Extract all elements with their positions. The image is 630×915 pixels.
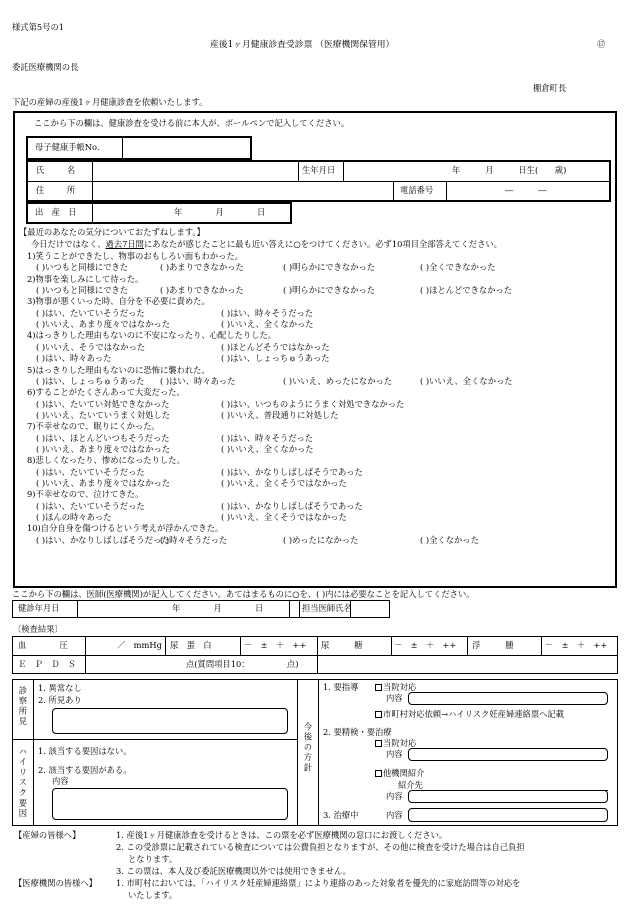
epds-q5-option[interactable]: ( )はい、時々あった [160, 375, 236, 386]
epds-q9-option[interactable]: ( )いいえ、全くそうではなかった [221, 512, 347, 523]
findings-content-field[interactable] [52, 708, 288, 734]
epds-question-8: 8)悲しくなったり、惨めになったりした。 [27, 455, 185, 466]
plan-2b-content-label: 内容 [386, 791, 403, 801]
plan-2b-content-field[interactable] [408, 790, 608, 803]
mother-notes-label: 【産婦の皆様へ】 [14, 830, 81, 840]
exam-date-field[interactable]: 年 月 日 [172, 603, 264, 614]
risk-option-1[interactable]: 1. 該当する要因はない。 [38, 746, 132, 756]
urine-sugar-scale[interactable]: － ± ＋ ++ [394, 639, 457, 650]
patient-instruction: ここから下の欄は、健康診査を受ける前に本人が、ボールペンで記入してください。 [34, 118, 350, 128]
epds-q7-option[interactable]: ( )いいえ、あまり度々ではなかった [36, 443, 171, 454]
epds-q1-option[interactable]: ( )いつもと同様にできた [36, 262, 129, 273]
bp-label: 血 圧 [18, 639, 68, 650]
epds-q6-option[interactable]: ( )いいえ、たいていうまく対処した [36, 409, 171, 420]
plan-1a-content-label: 内容 [386, 693, 403, 703]
plan-option-2[interactable]: 2. 要精検・要治療 [323, 727, 392, 737]
epds-q9-option[interactable]: ( )はい、かなりしばしばそうであった [221, 500, 363, 511]
risk-content-label: 内容 [52, 776, 69, 786]
epds-q2-option[interactable]: ( )明らかにできなかった [283, 285, 376, 296]
findings-option-2[interactable]: 2. 所見あり [38, 695, 82, 705]
epds-q9-option[interactable]: ( )ほんの時々あった [36, 512, 112, 523]
plan-3-content-label: 内容 [386, 810, 403, 820]
edema-label: 浮 腫 [472, 639, 514, 650]
plan-1a-content-field[interactable] [408, 692, 608, 705]
epds-q8-option[interactable]: ( )はい、たいていそうだった [36, 466, 145, 477]
plan-option-1[interactable]: 1. 要指導 [323, 682, 359, 692]
clinic-instruction: ここから下の欄は、医師(医療機関)が記入してください。あてはまるものに○を、( )内には必要なことを記入してください。 [12, 589, 475, 599]
results-label: 〔検査結果〕 [13, 624, 63, 634]
plan-option-3[interactable]: 3. 治療中 [323, 810, 359, 820]
epds-question-6: 6)することがたくさんあって大変だった。 [27, 387, 185, 398]
epds-score-label: Ｅ Ｐ Ｄ Ｓ [18, 658, 77, 669]
epds-q10-option[interactable]: ( )時々そうだった [160, 534, 228, 545]
plan-2a-content-label: 内容 [386, 749, 403, 759]
findings-option-1[interactable]: 1. 異常なし [38, 683, 82, 693]
epds-q6-option[interactable]: ( )はい、いつものようにうまく対処できなかった [221, 398, 405, 409]
form-serial-number: ⑰ [597, 39, 606, 49]
plan-3-content-field[interactable] [408, 808, 608, 822]
mother-note-3: 3. この票は、本人及び委託医療機関以外では使用できません。 [116, 866, 352, 876]
epds-q10-option[interactable]: ( )全くなかった [420, 534, 479, 545]
request-text: 下記の産婦の産後1ヶ月健康診査を依頼いたします。 [12, 97, 208, 107]
address-field[interactable] [94, 183, 390, 199]
epds-q3-option[interactable]: ( )はい、時々そうだった [221, 307, 314, 318]
epds-q4-option[interactable]: ( )はい、しょっちゅうあった [221, 353, 330, 364]
epds-q3-option[interactable]: ( )いいえ、全くなかった [221, 319, 314, 330]
epds-heading: 【最近のあなたの気分についておたずねします。】 [19, 227, 205, 237]
epds-q4-option[interactable]: ( )はい、時々あった [36, 353, 112, 364]
epds-q1-option[interactable]: ( )あまりできなかった [160, 262, 244, 273]
epds-q8-option[interactable]: ( )いいえ、全くそうではなかった [221, 478, 347, 488]
epds-q6-option[interactable]: ( )いいえ、普段通りに対処した [221, 409, 339, 420]
urine-sugar-label: 尿 糖 [321, 639, 363, 650]
epds-intro: 今日だけではなく、過去7日間にあなたが感じたことに最も近い答えに○をつけてください。必ず10項目全部答えてください。 [31, 239, 502, 249]
epds-q5-option[interactable]: ( )いいえ、全くなかった [420, 375, 513, 386]
epds-question-10: 10)自分自身を傷つけるという考えが浮かんできた。 [27, 523, 224, 534]
checkbox-icon[interactable] [375, 684, 382, 691]
epds-q1-option[interactable]: ( )全くできなかった [420, 262, 496, 273]
addressee: 委託医療機関の長 [12, 62, 79, 72]
plan-2a-content-field[interactable] [408, 748, 608, 761]
birth-date-label: 出 産 日 [35, 207, 77, 218]
epds-question-5: 5)はっきりした理由もないのに恐怖に襲われた。 [27, 364, 210, 375]
epds-q7-option[interactable]: ( )はい、時々そうだった [221, 432, 314, 443]
epds-question-7: 7)不幸せなので、眠りにくかった。 [27, 421, 160, 432]
epds-q8-option[interactable]: ( )いいえ、あまり度々ではなかった [36, 478, 171, 488]
doctor-name-label: 担当医師氏名 [302, 603, 352, 614]
page-title: 産後1ヶ月健康診査受診票 （医療機関保管用） [210, 40, 395, 50]
checkbox-icon[interactable] [375, 711, 382, 718]
epds-q10-option[interactable]: ( )はい、かなりしばしばそうだった [36, 534, 170, 545]
epds-q4-option[interactable]: ( )ほとんどそうではなかった [221, 341, 330, 352]
epds-q9-option[interactable]: ( )はい、たいていそうだった [36, 500, 145, 511]
epds-question-4: 4)はっきりした理由もないのに不安になったり、心配したりした。 [27, 330, 277, 341]
mother-note-2-cont: となります。 [128, 854, 178, 864]
plan-1a[interactable]: 当院対応 [375, 683, 416, 693]
epds-q5-option[interactable]: ( )はい、しょっちゅうあった [36, 375, 145, 386]
urine-protein-scale[interactable]: － ± ＋ ++ [244, 639, 307, 650]
epds-question-2: 2)物事を楽しみにして待った。 [27, 273, 144, 284]
clinic-notes-label: 【医療機関の皆様へ】 [14, 878, 97, 888]
risk-content-field[interactable] [52, 788, 288, 820]
name-label: 氏 名 [36, 165, 78, 176]
form-number: 様式第5号の1 [12, 22, 65, 32]
edema-scale[interactable]: － ± ＋ ++ [545, 639, 608, 650]
exam-date-label: 健診年月日 [18, 603, 60, 614]
urine-protein-label: 尿 蛋 白 [170, 639, 212, 650]
epds-q3-option[interactable]: ( )はい、たいていそうだった [36, 307, 145, 318]
handbook-number-field[interactable] [124, 138, 250, 158]
epds-q3-option[interactable]: ( )いいえ、あまり度々ではなかった [36, 319, 171, 330]
plan-label: 今後の方針 [302, 722, 313, 774]
clinic-note-1-cont: いたします。 [128, 890, 178, 900]
handbook-label: 母子健康手帳No. [35, 142, 100, 152]
epds-q1-option[interactable]: ( )明らかにできなかった [283, 262, 376, 273]
epds-q2-option[interactable]: ( )あまりできなかった [160, 285, 244, 296]
phone-label: 電話番号 [400, 185, 434, 196]
epds-q2-option[interactable]: ( )ほとんどできなかった [420, 285, 513, 296]
risk-label: ハイリスク要因 [17, 747, 28, 820]
dob-field[interactable]: 年 月 日生( 歳) [452, 165, 567, 176]
clinic-note-1: 1. 市町村においては、「ハイリスク妊産婦連絡票」により連絡のあった対象者を優先的に家庭訪問等の対応を [116, 878, 521, 888]
mother-note-2: 2. この受診票に記載されている検査については公費負担となりますが、その他に検査を受けた場合は自己負担 [116, 842, 525, 852]
issuer: 棚倉町長 [533, 83, 567, 93]
epds-q7-option[interactable]: ( )いいえ、全くなかった [221, 443, 314, 454]
epds-q5-option[interactable]: ( )いいえ、めったになかった [283, 375, 393, 386]
plan-2b[interactable]: 他機関紹介 [375, 769, 425, 779]
epds-q10-option[interactable]: ( )めったになかった [283, 534, 359, 545]
epds-question-9: 9)不幸せなので、泣けてきた。 [27, 489, 144, 500]
epds-question-1: 1)笑うことができたし、物事のおもしろい面もわかった。 [27, 251, 243, 261]
epds-q8-option[interactable]: ( )はい、かなりしばしばそうであった [221, 466, 363, 477]
checkbox-icon[interactable] [375, 740, 382, 747]
epds-q7-option[interactable]: ( )はい、ほとんどいつもそうだった [36, 432, 170, 443]
plan-1b[interactable]: 市町村対応依頼→ハイリスク妊産婦連絡票へ記載 [375, 710, 564, 720]
epds-q6-option[interactable]: ( )はい、たいてい対処できなかった [36, 398, 170, 409]
mother-note-1: 1. 産後1ヶ月健康診査を受けるときは、この票を必ず医療機関の窓口にお渡しください。 [116, 830, 448, 840]
phone-field[interactable]: ― ― [505, 185, 547, 196]
plan-2a[interactable]: 当院対応 [375, 739, 416, 749]
epds-q2-option[interactable]: ( )いつもと同様にできた [36, 285, 129, 296]
findings-label: 診察所見 [17, 686, 28, 728]
address-label: 住 所 [36, 185, 78, 196]
bp-field[interactable]: ／ mmHg [117, 639, 162, 650]
plan-referral-label: 紹介先 [398, 780, 423, 790]
epds-q4-option[interactable]: ( )いいえ、そうではなかった [36, 341, 146, 352]
birth-date-field[interactable]: 年 月 日 [174, 207, 266, 218]
epds-score-field[interactable]: 点(質問項目10： 点) [186, 658, 299, 669]
dob-label: 生年月日 [302, 165, 336, 176]
doctor-name-field[interactable] [352, 601, 388, 617]
epds-question-3: 3)物事が悪くいった時、自分を不必要に責めた。 [27, 296, 210, 307]
checkbox-icon[interactable] [375, 770, 382, 777]
name-field[interactable] [94, 163, 296, 179]
risk-option-2[interactable]: 2. 該当する要因がある。 [38, 765, 132, 775]
